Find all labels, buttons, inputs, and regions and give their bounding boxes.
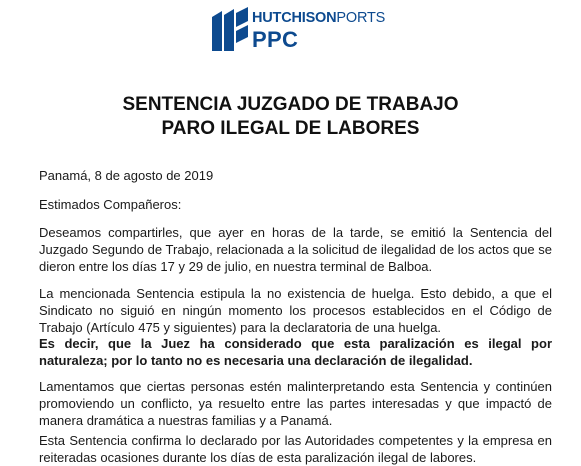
hutchison-logo-mark-icon — [212, 7, 248, 51]
body-paragraph: Lamentamos que ciertas personas estén malinterpretando esta Sentencia y continúen promoviendo un conflicto, ya resuelto entre las partes interesadas y que impactó de manera dramática a nuestras familias y a Panamá. — [39, 379, 552, 428]
body-paragraph: Esta Sentencia confirma lo declarado por las Autoridades competentes y la empresa en reiteradas ocasiones durante los días de esta paralización ilegal de labores. — [39, 433, 552, 465]
logo-sub-text: PPC — [252, 27, 299, 52]
document-greeting: Estimados Compañeros: — [39, 197, 182, 212]
body-paragraph: La mencionada Sentencia estipula la no existencia de huelga. Esto debido, a que el Sindicato no siguió en ningún momento los procesos establecidos en el Código de Trabajo (Artículo 475 y siguientes) para la declaratoria de una huelga. — [39, 286, 552, 335]
logo-brand-text — [252, 10, 385, 26]
document-title-line-1: SENTENCIA JUZGADO DE TRABAJO — [122, 94, 459, 115]
body-paragraph-emphasis: Es decir, que la Juez ha considerado que esta paralización es ilegal por naturaleza; por lo tanto no es necesaria una declaración de ilegalidad. — [39, 336, 552, 368]
logo-brand-light: PORTS — [336, 10, 386, 26]
document-title-line-2: PARO ILEGAL DE LABORES — [161, 118, 420, 139]
logo-brand-bold: HUTCHISON — [252, 10, 337, 26]
hutchison-ports-ppc-logo — [212, 7, 392, 53]
document-date: Panamá, 8 de agosto de 2019 — [39, 168, 214, 183]
body-paragraph: Deseamos compartirles, que ayer en horas de la tarde, se emitió la Sentencia del Juzgado Segundo de Trabajo, relacionada a la solicitud de ilegalidad de los actos que se dieron entre los días 17 y 29 de julio, en nuestra terminal de Balboa. — [39, 225, 552, 274]
